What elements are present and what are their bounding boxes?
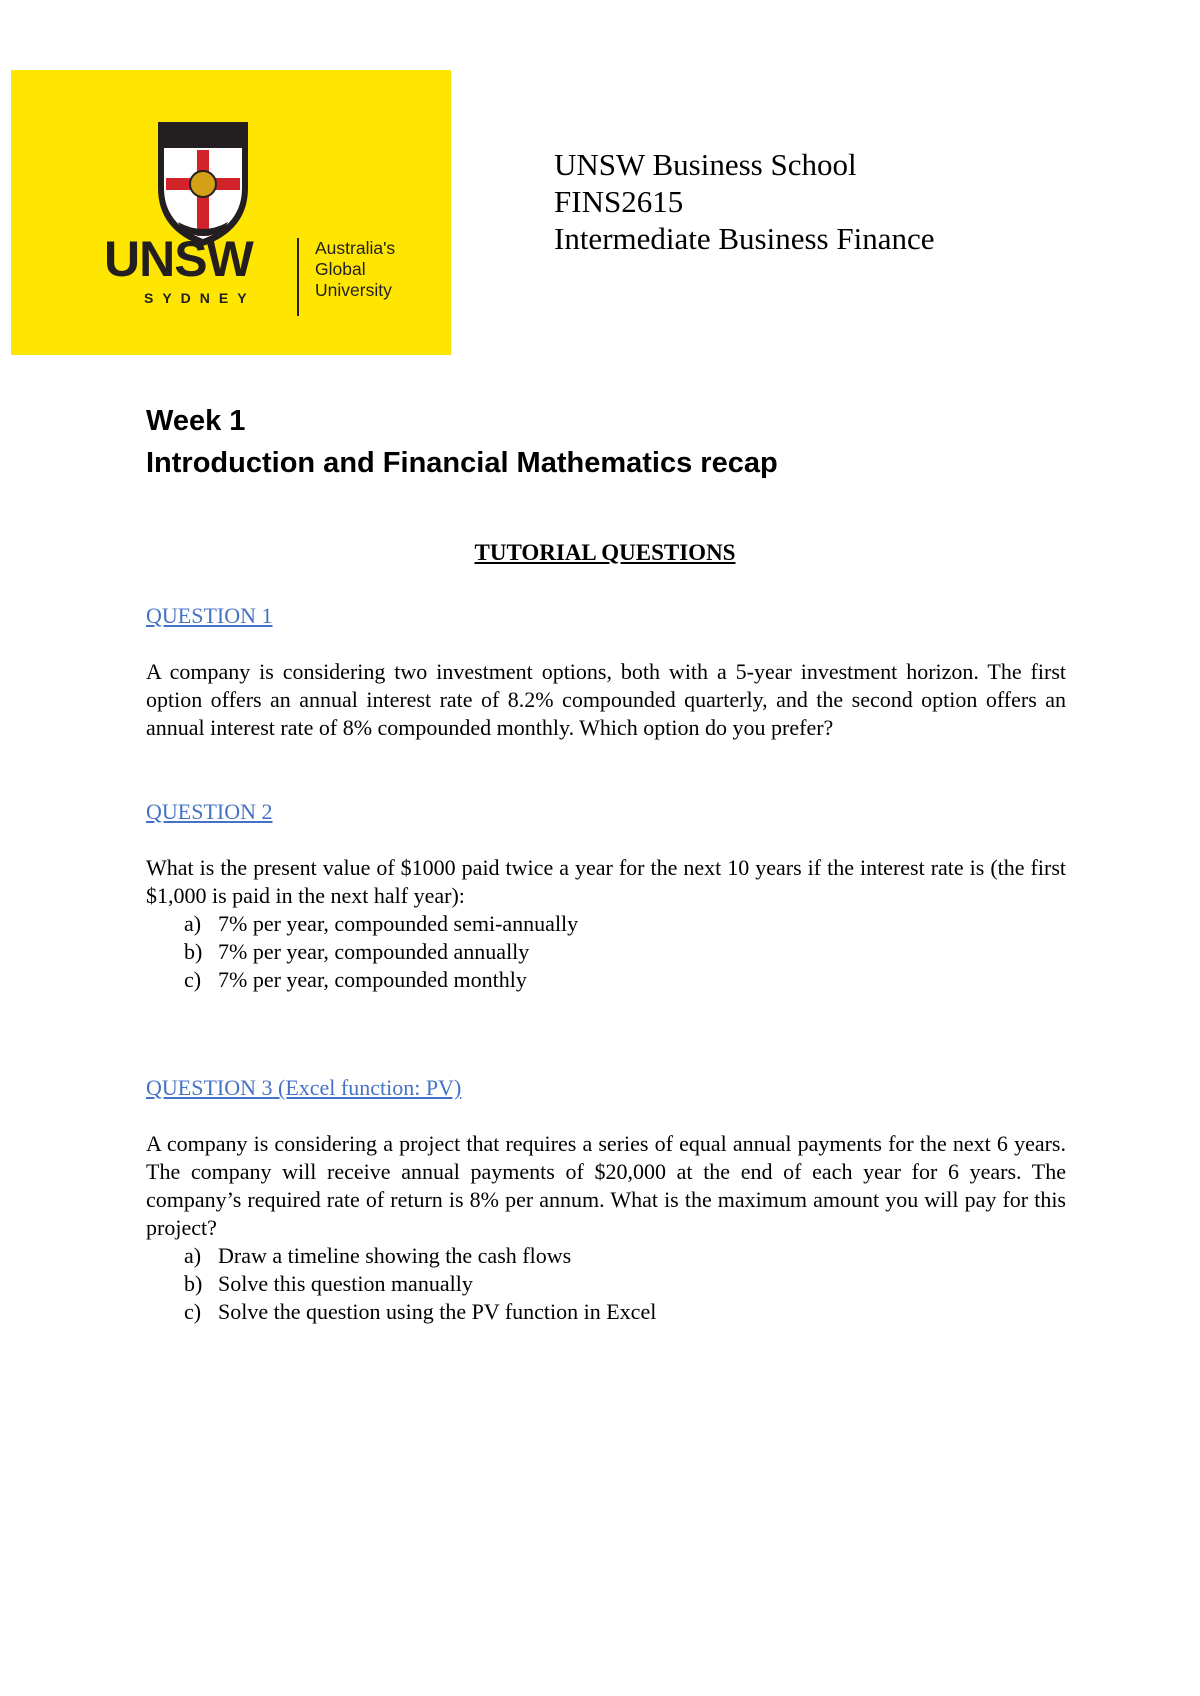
week-heading bbox=[146, 400, 778, 484]
week-label: Week 1 bbox=[146, 405, 246, 437]
tutorial-title: TUTORIAL QUESTIONS bbox=[474, 540, 736, 565]
list-item: b) 7% per year, compounded annually bbox=[184, 939, 530, 964]
tagline-line-2: Global bbox=[315, 259, 366, 279]
list-item: b) Solve this question manually bbox=[184, 1271, 473, 1296]
unsw-sydney-label: SYDNEY bbox=[144, 290, 256, 306]
list-item: c) Solve the question using the PV function in Excel bbox=[184, 1299, 657, 1324]
question-3-body bbox=[146, 1130, 1066, 1326]
question-2-body bbox=[146, 854, 1066, 994]
tagline-line-3: University bbox=[315, 280, 392, 300]
logo-divider bbox=[297, 238, 299, 316]
course-name: Intermediate Business Finance bbox=[554, 221, 935, 256]
list-item: a) Draw a timeline showing the cash flows bbox=[184, 1243, 572, 1268]
question-3-heading: QUESTION 3 (Excel function: PV) bbox=[146, 1075, 462, 1100]
unsw-wordmark: UNSW bbox=[104, 231, 253, 287]
question-1-body bbox=[146, 658, 1066, 742]
course-code: FINS2615 bbox=[554, 184, 684, 219]
tagline-line-1: Australia's bbox=[315, 238, 396, 258]
question-2-text: What is the present value of $1000 paid twice a year for the next 10 years if the interest rate is (the first $1,000 is paid in the next half year): bbox=[146, 855, 1066, 908]
question-2-list bbox=[146, 910, 1066, 994]
logo-tagline bbox=[315, 238, 395, 301]
school-name: UNSW Business School bbox=[554, 147, 857, 182]
question-2-heading: QUESTION 2 bbox=[146, 799, 273, 824]
question-1-text: A company is considering two investment options, both with a 5-year investment horizon. The first option offers an annual interest rate of 8.2% compounded quarterly, and the second option offers an annual interest rate of 8% compounded monthly. Which option do you prefer? bbox=[146, 659, 1066, 740]
unsw-logo bbox=[11, 70, 451, 355]
week-title: Introduction and Financial Mathematics recap bbox=[146, 447, 778, 479]
question-3-text: A company is considering a project that requires a series of equal annual payments for the next 6 years. The company will receive annual payments of $20,000 at the end of each year for 6 years. The company’s required rate of return is 8% per annum. What is the maximum amount you will pay for this project? bbox=[146, 1131, 1066, 1240]
list-item: a) 7% per year, compounded semi-annually bbox=[184, 911, 579, 936]
course-header bbox=[554, 146, 935, 257]
list-item: c) 7% per year, compounded monthly bbox=[184, 967, 527, 992]
question-1-heading: QUESTION 1 bbox=[146, 603, 273, 628]
question-3-list bbox=[146, 1242, 1066, 1326]
